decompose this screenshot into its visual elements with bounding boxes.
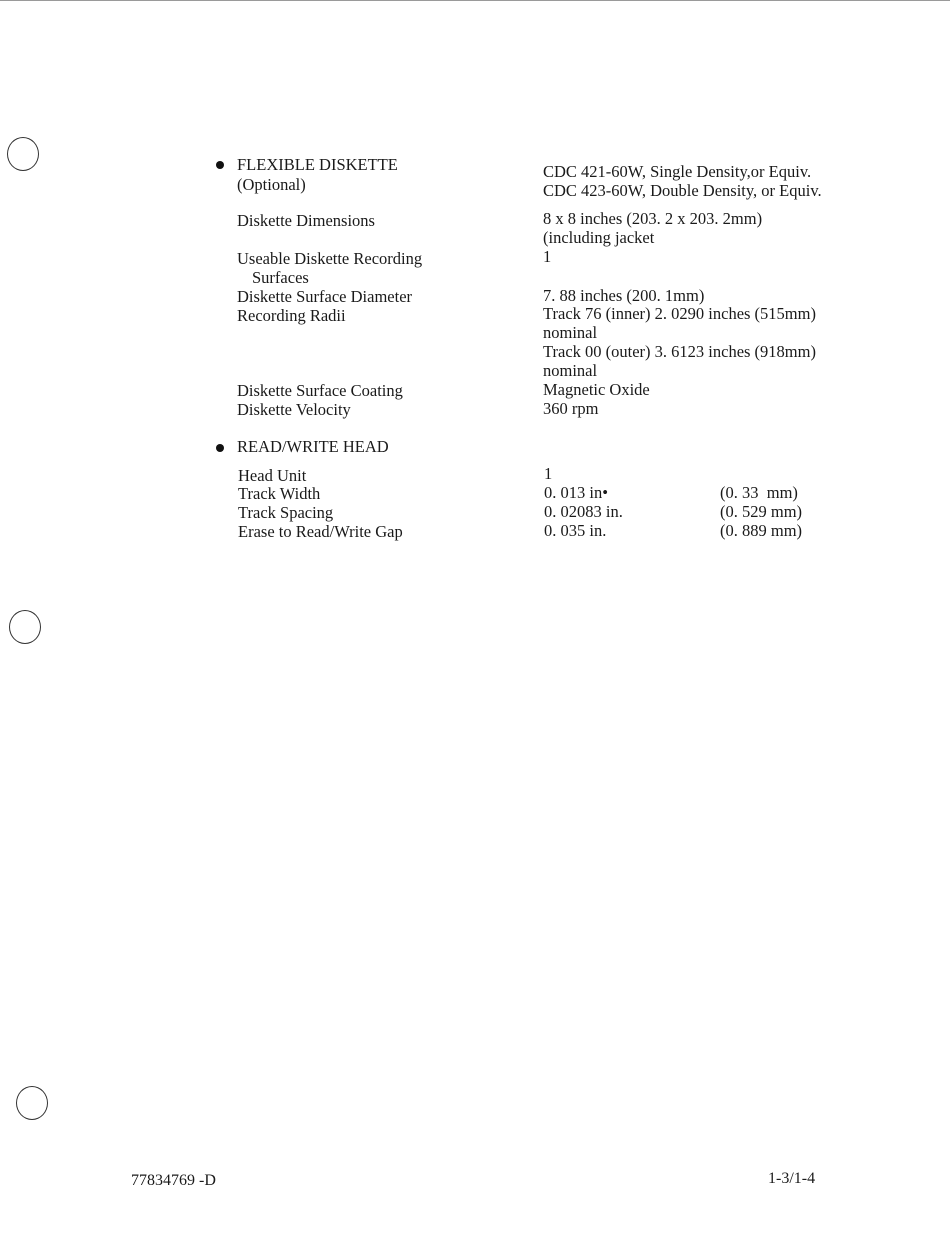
spec-line: CDC 423-60W, Double Density, or Equiv. (543, 181, 822, 200)
spec-metric: (0. 529 mm) (720, 502, 803, 521)
section-heading: FLEXIBLE DISKETTE (237, 155, 398, 174)
punch-hole-bottom (16, 1086, 48, 1120)
section-subheading: (Optional) (237, 175, 306, 194)
spec-label: Useable Diskette Recording (237, 249, 423, 268)
spec-label: Recording Radii (237, 306, 346, 325)
bullet-icon (216, 444, 224, 452)
spec-value: 8 x 8 inches (203. 2 x 203. 2mm) (543, 209, 763, 228)
spec-value: Magnetic Oxide (543, 380, 650, 399)
spec-metric: (0. 33 mm) (720, 483, 798, 502)
spec-value: 1 (544, 464, 553, 483)
section-heading: READ/WRITE HEAD (237, 437, 389, 456)
top-edge-rule (0, 0, 950, 1)
bullet-icon (216, 161, 224, 169)
document-number: 77834769 -D (131, 1172, 216, 1189)
spec-value: 0. 013 in• (544, 483, 608, 502)
spec-value: Track 00 (outer) 3. 6123 inches (918mm) (543, 342, 816, 361)
spec-value: Track 76 (inner) 2. 0290 inches (515mm) (543, 304, 816, 323)
page-number: 1-3/1-4 (768, 1170, 816, 1187)
spec-value: (including jacket (543, 228, 655, 247)
spec-value: 360 rpm (543, 399, 599, 418)
spec-label: Diskette Velocity (237, 400, 351, 419)
spec-label: Head Unit (238, 466, 307, 485)
spec-label: Track Width (238, 484, 321, 503)
spec-label: Surfaces (252, 268, 309, 287)
spec-label: Erase to Read/Write Gap (238, 522, 403, 541)
spec-value: nominal (543, 361, 598, 380)
spec-metric: (0. 889 mm) (720, 521, 803, 540)
spec-value: 7. 88 inches (200. 1mm) (543, 286, 705, 305)
spec-value: 0. 035 in. (544, 521, 607, 540)
spec-label: Track Spacing (238, 503, 334, 522)
spec-line: CDC 421-60W, Single Density,or Equiv. (543, 162, 812, 181)
spec-label: Diskette Dimensions (237, 211, 375, 230)
spec-value: 0. 02083 in. (544, 502, 623, 521)
spec-label: Diskette Surface Coating (237, 381, 403, 400)
spec-label: Diskette Surface Diameter (237, 287, 413, 306)
punch-hole-middle (9, 610, 41, 644)
punch-hole-top (7, 137, 39, 171)
spec-value: 1 (543, 247, 552, 266)
spec-value: nominal (543, 323, 598, 342)
